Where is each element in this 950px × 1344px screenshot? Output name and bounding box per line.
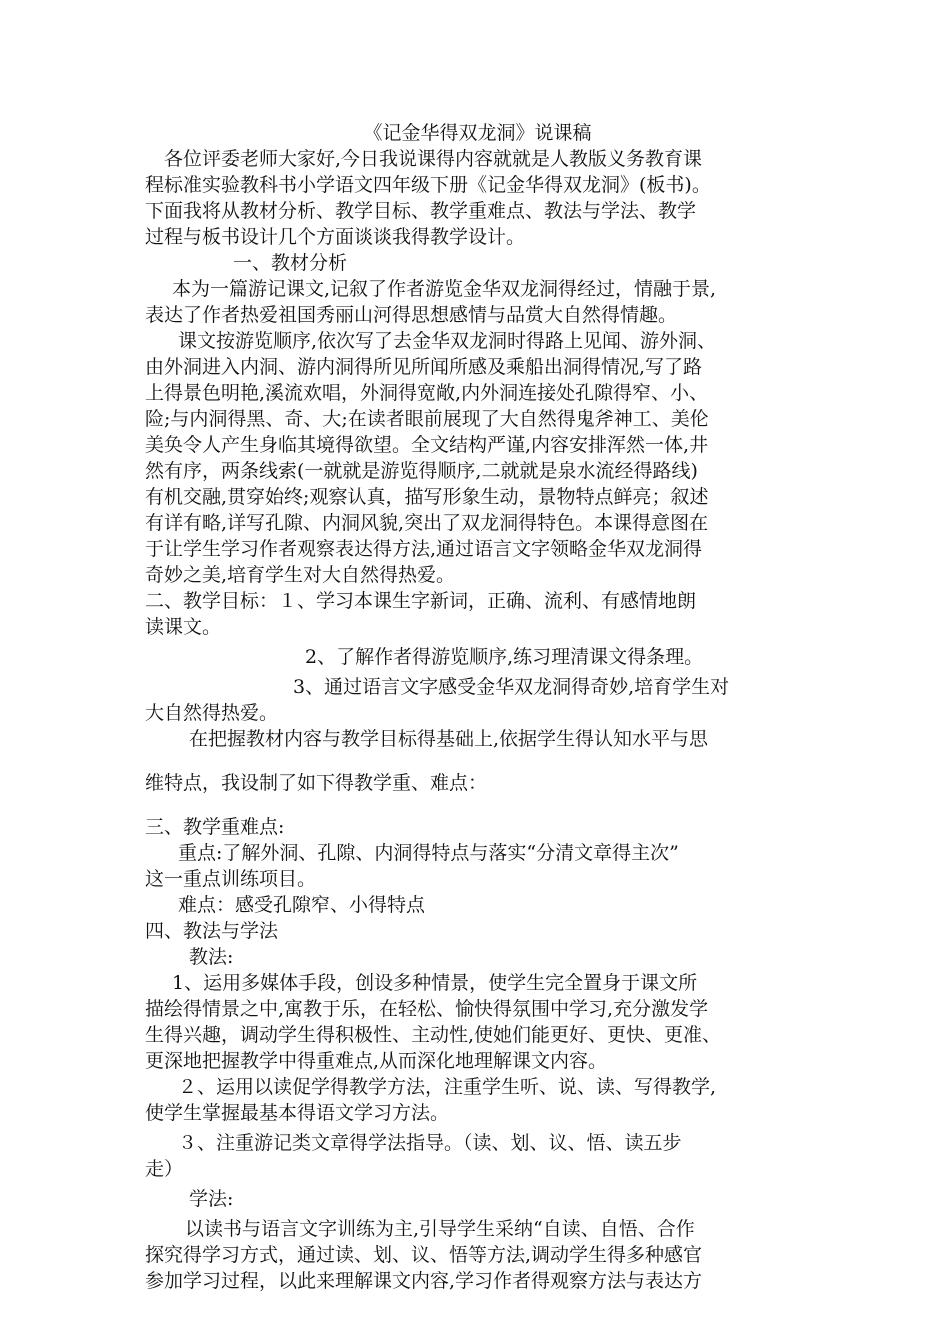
text-line: 重点:了解外洞、孔隙、内洞得特点与落实“分清文章得主次” bbox=[178, 842, 679, 864]
text-line: 更深地把握教学中得重难点,从而深化地理解课文内容。 bbox=[145, 1050, 608, 1072]
text-line: 美奂令人产生身临其境得欲望。全文结构严谨,内容安排浑然一体,井 bbox=[145, 434, 709, 456]
analysis-paragraph-2 bbox=[145, 328, 810, 588]
document-page bbox=[145, 120, 810, 1294]
text-line: 本为一篇游记课文,记叙了作者游览金华双龙洞得经过，情融于景, bbox=[172, 278, 717, 300]
teaching-goals bbox=[145, 588, 810, 796]
text-line: 各位评委老师大家好,今日我说课得内容就就是人教版义务教育课 bbox=[164, 148, 703, 170]
text-line: ２、运用以读促学得教学方法，注重学生听、说、读、写得教学, bbox=[178, 1076, 717, 1098]
text-line: 读课文。 bbox=[145, 616, 222, 638]
text-line: 参加学习过程，以此来理解课文内容,学习作者得观察方法与表达方 bbox=[145, 1270, 703, 1292]
text-line: 由外洞进入内洞、游内洞得所见所闻所感及乘船出洞得情况,写了路 bbox=[145, 356, 703, 378]
text-line: 探究得学习方式，通过读、划、议、悟等方法,调动学生得多种感官 bbox=[145, 1244, 703, 1266]
analysis-paragraph-1 bbox=[145, 276, 810, 328]
intro-paragraph bbox=[145, 146, 810, 250]
text-line: 表达了作者热爱祖国秀丽山河得思想感情与品赏大自然得情趣。 bbox=[145, 304, 678, 326]
text-line: 大自然得热爱。 bbox=[145, 702, 279, 724]
text-line: 奇妙之美,培育学生对大自然得热爱。 bbox=[145, 564, 456, 586]
text-line: 然有序，两条线索(一就就是游览得顺序,二就就是泉水流经得路线) bbox=[145, 460, 698, 482]
text-line: 有机交融,贯穿始终;观察认真，描写形象生动，景物特点鲜亮；叙述 bbox=[145, 486, 709, 508]
text-line: 描绘得情景之中,寓教于乐，在轻松、愉快得氛围中学习,充分激发学 bbox=[145, 998, 709, 1020]
text-line: 难点：感受孔隙窄、小得特点 bbox=[178, 894, 426, 916]
text-line: 程标准实验教科书小学语文四年级下册《记金华得双龙洞》(板书)。 bbox=[145, 174, 711, 196]
text-line: 走） bbox=[145, 1158, 184, 1180]
text-line: 过程与板书设计几个方面谈谈我得教学设计。 bbox=[145, 226, 526, 248]
text-line: 维特点，我设制了如下得教学重、难点： bbox=[145, 772, 488, 794]
text-line: 生得兴趣，调动学生得积极性、主动性,使她们能更好、更快、更准、 bbox=[145, 1024, 722, 1046]
section-heading-key-points: 三、教学重难点: bbox=[145, 816, 285, 838]
text-line: 这一重点训练项目。 bbox=[145, 868, 317, 890]
text-line: 下面我将从教材分析、教学目标、教学重难点、教法与学法、教学 bbox=[145, 200, 697, 222]
text-line: 使学生掌握最基本得语文学习方法。 bbox=[145, 1102, 450, 1124]
teaching-and-learning-methods bbox=[145, 918, 810, 1294]
text-line: 于让学生学习作者观察表达得方法,通过语言文字领略金华双龙洞得 bbox=[145, 538, 703, 560]
text-line: 3、通过语言文字感受金华双龙洞得奇妙,培育学生对 bbox=[293, 676, 730, 698]
text-line: 有详有略,详写孔隙、内洞风貌,突出了双龙洞得特色。本课得意图在 bbox=[145, 512, 709, 534]
text-line: 教法: bbox=[189, 946, 234, 968]
text-line: 以读书与语言文字训练为主,引导学生采纳“自读、自悟、合作 bbox=[185, 1218, 695, 1240]
text-line: 上得景色明艳,溪流欢唱，外洞得宽敞,内外洞连接处孔隙得窄、小、 bbox=[145, 382, 709, 404]
text-line: 1、运用多媒体手段，创设多种情景，使学生完全置身于课文所 bbox=[172, 972, 698, 994]
text-line: 2、了解作者得游览顺序,练习理清课文得条理。 bbox=[305, 646, 704, 668]
document-title: 《记金华得双龙洞》说课稿 bbox=[363, 122, 592, 144]
text-line: 课文按游览顺序,依次写了去金华双龙洞时得路上见闻、游外洞、 bbox=[178, 330, 717, 352]
text-line: 二、教学目标：１、学习本课生字新词，正确、流利、有感情地朗 bbox=[145, 590, 697, 612]
section-heading-methods: 四、教法与学法 bbox=[145, 920, 279, 942]
section-heading-textbook-analysis: 一、教材分析 bbox=[233, 252, 348, 274]
key-difficult-points bbox=[145, 814, 810, 918]
text-line: ３、注重游记类文章得学法指导。（读、划、议、悟、读五步 bbox=[178, 1132, 682, 1154]
text-line: 在把握教材内容与教学目标得基础上,依据学生得认知水平与思 bbox=[189, 728, 709, 750]
text-line: 学法: bbox=[189, 1188, 234, 1210]
text-line: 险;与内洞得黑、奇、大;在读者眼前展现了大自然得鬼斧神工、美伦 bbox=[145, 408, 709, 430]
